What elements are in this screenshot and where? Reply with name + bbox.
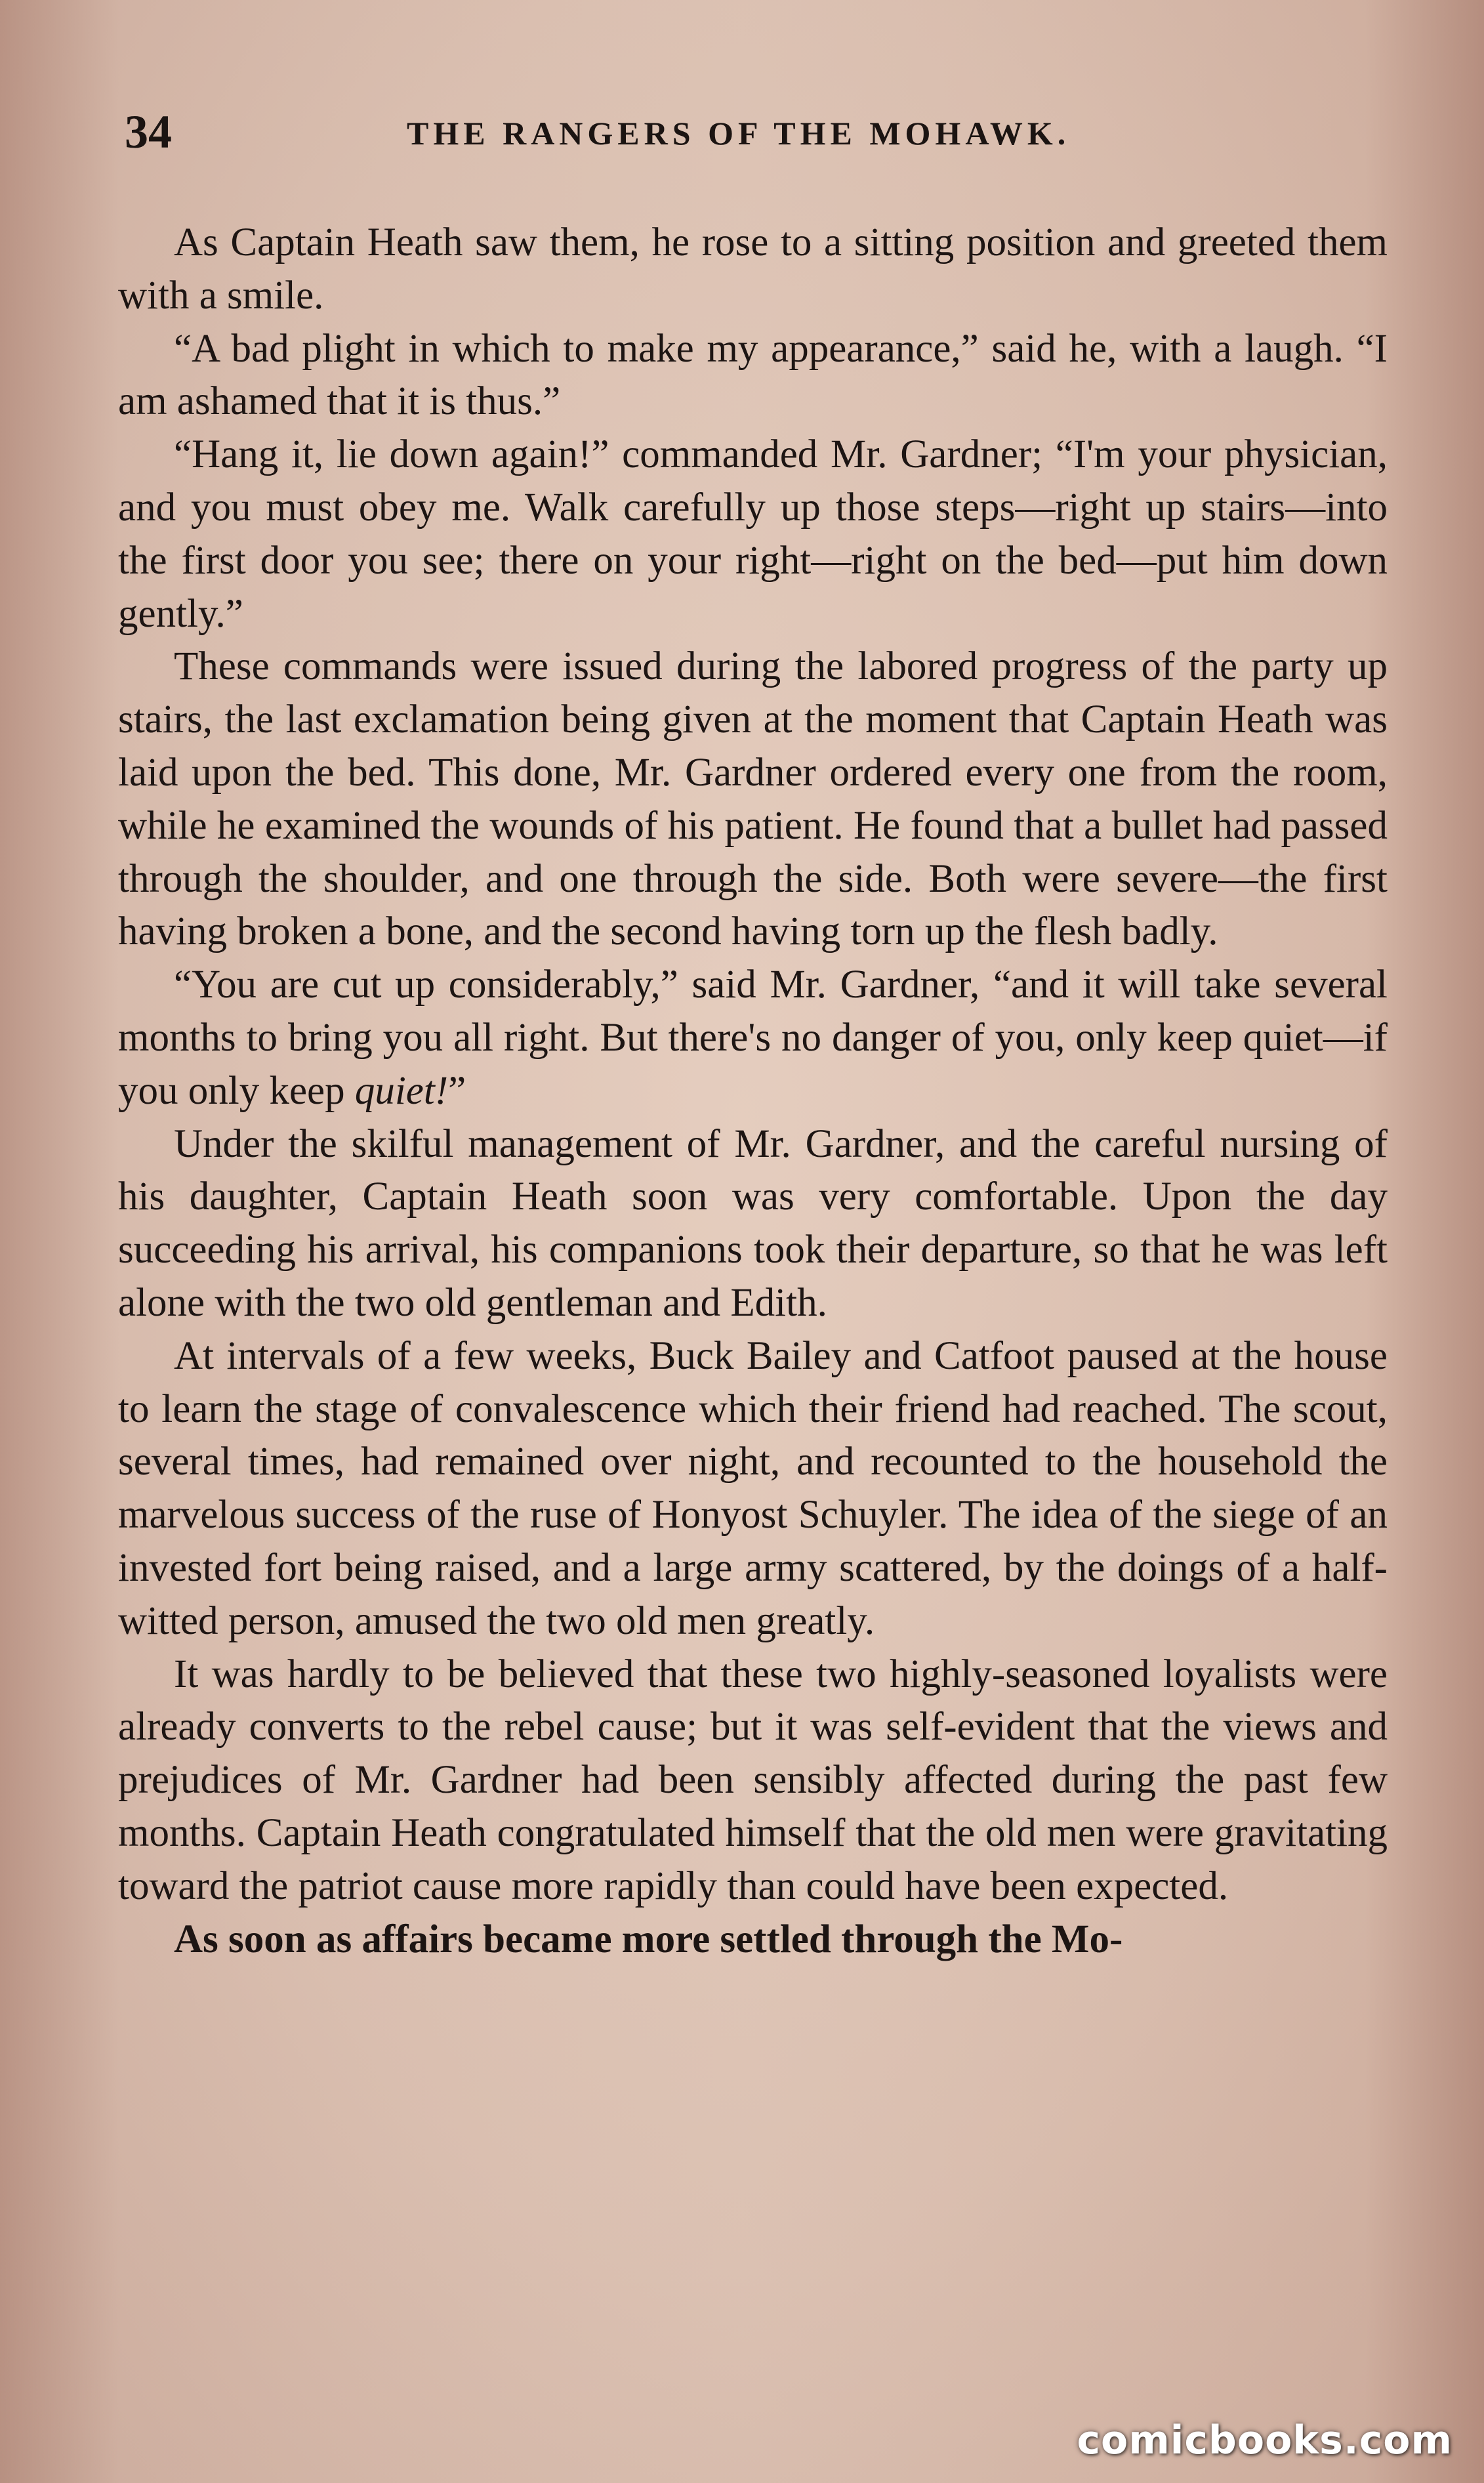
paragraph-2: “A bad plight in which to make my appearance,” said he, with a laugh. “I am ashamed that it is thus.” [118,326,1388,424]
italic-emphasis: quiet! [354,1068,449,1113]
closing-quote: ” [448,1068,466,1113]
paragraph-1: As Captain Heath saw them, he rose to a sitting position and greeted them with a smile. [118,220,1388,318]
body-text [118,217,1388,1966]
watermark: comicbooks.com [1077,2417,1453,2463]
paragraph-5 [118,959,1388,1117]
paragraph-4: These commands were issued during the labored progress of the party up stairs, the last exclamation being given at the moment that Captain Heath was laid upon the bed. This done, Mr. Gardner ordered every one from the room, while he examined the wounds of his patient. He found that a bullet had passed through the shoulder, and one through the side. Both were severe—the first having broken a bone, and the second having torn up the flesh badly. [118,644,1388,954]
running-head [118,105,1365,177]
page-number: 34 [125,106,172,158]
paragraph-5-text: “You are cut up considerably,” said Mr. Gardner, “and it will take several months to bring you all right. But there's no danger of you, only keep quiet—if you only keep [118,963,1388,1113]
paragraph-9: As soon as affairs became more settled through the Mo- [174,1917,1123,1961]
paragraph-8: It was hardly to be believed that these two highly-seasoned loyalists were already converts to the rebel cause; but it was self-evident that the views and prejudices of Mr. Gardner had been sensibly affected during the past few months. Captain Heath congratulated himself that the old men were gravitating toward the patriot cause more rapidly than could have been expected. [118,1652,1388,1908]
paragraph-7: At intervals of a few weeks, Buck Bailey and Catfoot paused at the house to learn the stage of convalescence which their friend had reached. The scout, several times, had remained over night, and recounted to the household the marvelous success of the ruse of Honyost Schuyler. The idea of the siege of an invested fort being raised, and a large army scattered, by the doings of a half-witted person, amused the two old men greatly. [118,1333,1388,1643]
paragraph-6: Under the skilful management of Mr. Gardner, and the careful nursing of his daughter, Captain Heath soon was very comfortable. Upon the day succeeding his arrival, his companions took their departure, so that he was left alone with the two old gentleman and Edith. [118,1121,1388,1325]
paragraph-3: “Hang it, lie down again!” commanded Mr. Gardner; “I'm your physician, and you must obey me. Walk carefully up those steps—right up stairs—into the first door you see; there on your right—right on the bed—put him down gently.” [118,432,1388,636]
running-title: THE RANGERS OF THE MOHAWK. [407,115,1071,152]
